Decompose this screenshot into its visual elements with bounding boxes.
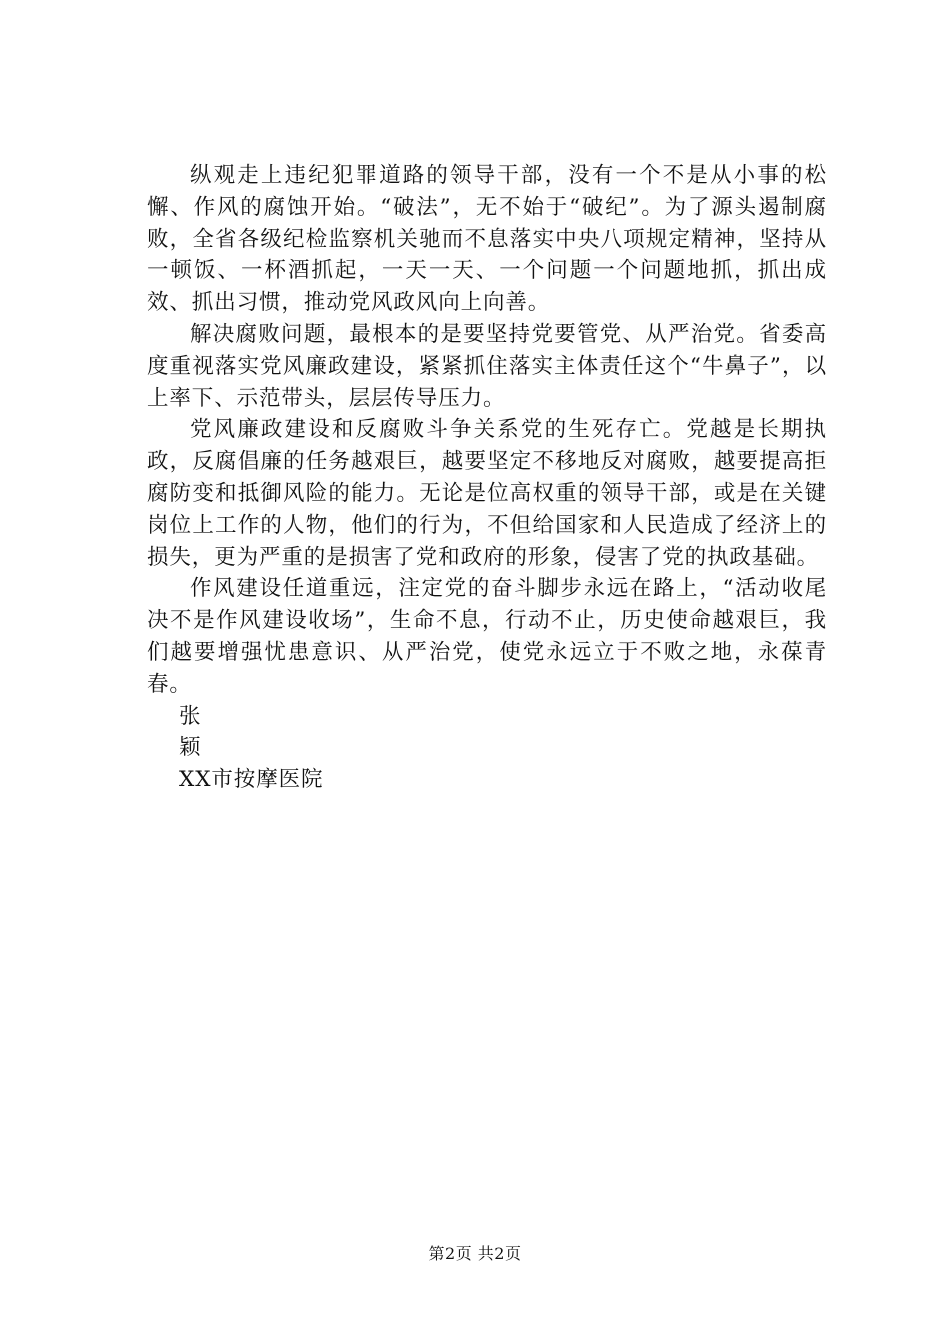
document-body [147, 160, 827, 796]
paragraph-3: 党风廉政建设和反腐败斗争关系党的生死存亡。党越是长期执政，反腐倡廉的任务越艰巨，越要坚定不移地反对腐败，越要提高拒腐防变和抵御风险的能力。无论是位高权重的领导干部，或是在关键岗位上工作的人物，他们的行为，不但给国家和人民造成了经济上的损失，更为严重的是损害了党和政府的形象，侵害了党的执政基础。 [147, 417, 827, 570]
paragraph-4: 作风建设任道重远，注定党的奋斗脚步永远在路上，“活动收尾决不是作风建设收场”，生命不息，行动不止，历史使命越艰巨，我们越要增强忧患意识、从严治党，使党永远立于不败之地，永葆青春。 [147, 576, 827, 697]
paragraph-2: 解决腐败问题，最根本的是要坚持党要管党、从严治党。省委高度重视落实党风廉政建设，紧紧抓住落实主体责任这个“牛鼻子”，以上率下、示范带头，层层传导压力。 [147, 321, 827, 411]
paragraph-1: 纵观走上违纪犯罪道路的领导干部，没有一个不是从小事的松懈、作风的腐蚀开始。“破法”，无不始于“破纪”。为了源头遏制腐败，全省各级纪检监察机关驰而不息落实中央八项规定精神，坚持从一顿饭、一杯酒抓起，一天一天、一个问题一个问题地抓，抓出成效、抓出习惯，推动党风政风向上向善。 [147, 163, 827, 316]
author-name-line-1: 张 [179, 703, 202, 729]
author-name-line-2: 颖 [179, 735, 202, 761]
page-footer: 第2页 共2页 [428, 1244, 522, 1263]
author-organization: XX市按摩医院 [179, 767, 324, 793]
